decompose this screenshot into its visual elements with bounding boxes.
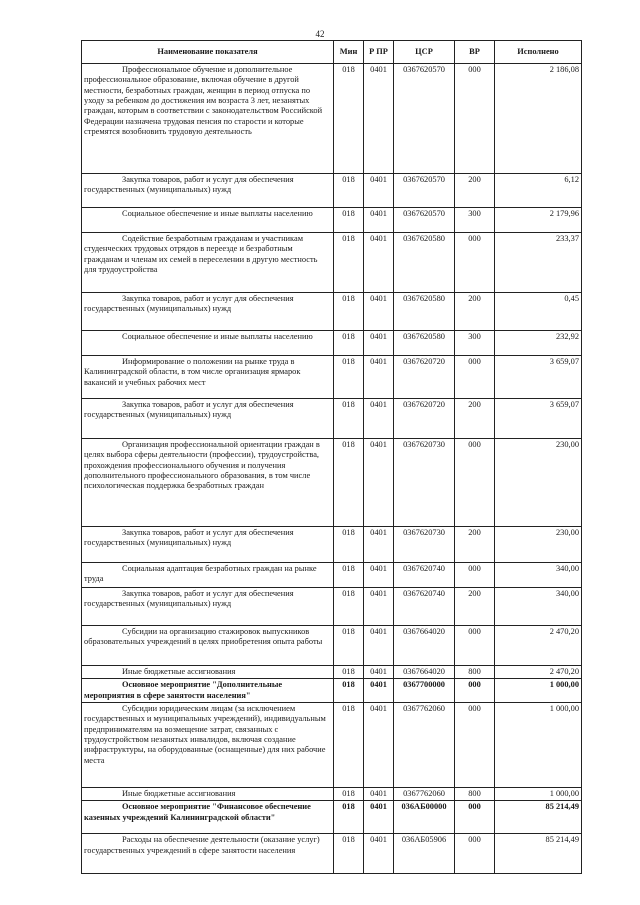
table-row	[82, 588, 582, 626]
cell-rpr: 0401	[364, 702, 394, 787]
cell-rpr: 0401	[364, 666, 394, 679]
cell-vr: 000	[455, 356, 495, 399]
cell-csr: 0367620740	[394, 588, 455, 626]
cell-min: 018	[334, 356, 364, 399]
indicator-name-text: Субсидии на организацию стажировок выпускников образовательных учреждений в целях приобретения опыта работы	[84, 627, 323, 647]
cell-min: 018	[334, 331, 364, 356]
cell-vr: 000	[455, 563, 495, 588]
table-row	[82, 666, 582, 679]
cell-amount: 2 179,96	[495, 208, 582, 233]
cell-csr: 036АБ00000	[394, 801, 455, 834]
cell-amount: 340,00	[495, 588, 582, 626]
cell-name	[82, 787, 334, 800]
cell-vr: 000	[455, 233, 495, 293]
cell-name	[82, 801, 334, 834]
cell-name	[82, 439, 334, 527]
cell-name	[82, 527, 334, 563]
cell-csr: 0367664020	[394, 626, 455, 666]
cell-vr: 000	[455, 626, 495, 666]
cell-amount: 0,45	[495, 293, 582, 331]
cell-csr: 0367620730	[394, 439, 455, 527]
indicator-name-text: Социальное обеспечение и иные выплаты населению	[122, 332, 313, 341]
cell-csr: 0367620730	[394, 527, 455, 563]
cell-amount: 2 470,20	[495, 666, 582, 679]
cell-vr: 800	[455, 787, 495, 800]
header-amount: Исполнено	[495, 41, 582, 64]
cell-csr: 0367664020	[394, 666, 455, 679]
cell-amount: 2 470,20	[495, 626, 582, 666]
table-row	[82, 626, 582, 666]
cell-min: 018	[334, 563, 364, 588]
cell-vr: 000	[455, 702, 495, 787]
cell-amount: 1 000,00	[495, 702, 582, 787]
cell-rpr: 0401	[364, 293, 394, 331]
cell-name	[82, 679, 334, 703]
cell-vr: 000	[455, 679, 495, 703]
indicator-name-text: Основное мероприятие "Дополнительные мероприятия в сфере занятости населения"	[84, 680, 283, 700]
cell-csr: 0367620580	[394, 233, 455, 293]
cell-amount: 3 659,07	[495, 356, 582, 399]
table-row	[82, 679, 582, 703]
indicator-name-text: Закупка товаров, работ и услуг для обеспечения государственных (муниципальных) нужд	[84, 528, 294, 548]
cell-rpr: 0401	[364, 233, 394, 293]
indicator-name-text: Организация профессиональной ориентации граждан в целях выбора сферы деятельности (профессии), трудоустройства, прохождения профессионального обучения и получения дополнительного профессионального образования, в том числе психологическая поддержка безработных граждан	[84, 440, 320, 491]
cell-name	[82, 174, 334, 208]
indicator-name-text: Содействие безработным гражданам и участникам студенческих трудовых отрядов в переезде и безработным гражданам и членам их семей в переселении в другую местность для трудоустройства	[84, 234, 318, 274]
table-row	[82, 208, 582, 233]
cell-name	[82, 208, 334, 233]
cell-name	[82, 331, 334, 356]
table-row	[82, 293, 582, 331]
cell-amount: 85 214,49	[495, 801, 582, 834]
cell-min: 018	[334, 666, 364, 679]
indicator-name-text: Закупка товаров, работ и услуг для обеспечения государственных (муниципальных) нужд	[84, 400, 294, 420]
header-min: Мин	[334, 41, 364, 64]
cell-name	[82, 399, 334, 439]
table-row	[82, 787, 582, 800]
cell-csr: 0367620740	[394, 563, 455, 588]
cell-min: 018	[334, 527, 364, 563]
cell-name	[82, 834, 334, 874]
cell-min: 018	[334, 588, 364, 626]
cell-amount: 1 000,00	[495, 679, 582, 703]
budget-execution-table	[81, 40, 582, 874]
page-number: 42	[315, 29, 325, 39]
cell-csr: 0367620570	[394, 64, 455, 174]
table-row	[82, 702, 582, 787]
indicator-name-text: Закупка товаров, работ и услуг для обеспечения государственных (муниципальных) нужд	[84, 175, 294, 195]
cell-min: 018	[334, 626, 364, 666]
table-row	[82, 64, 582, 174]
cell-amount: 230,00	[495, 527, 582, 563]
cell-amount: 3 659,07	[495, 399, 582, 439]
cell-min: 018	[334, 801, 364, 834]
cell-vr: 800	[455, 666, 495, 679]
table-row	[82, 801, 582, 834]
cell-vr: 200	[455, 399, 495, 439]
cell-csr: 0367700000	[394, 679, 455, 703]
cell-csr: 036АБ05906	[394, 834, 455, 874]
cell-rpr: 0401	[364, 527, 394, 563]
cell-name	[82, 626, 334, 666]
cell-name	[82, 666, 334, 679]
cell-rpr: 0401	[364, 626, 394, 666]
table-row	[82, 174, 582, 208]
cell-name	[82, 588, 334, 626]
cell-min: 018	[334, 208, 364, 233]
cell-amount: 6,12	[495, 174, 582, 208]
cell-csr: 0367620570	[394, 208, 455, 233]
cell-rpr: 0401	[364, 356, 394, 399]
cell-min: 018	[334, 64, 364, 174]
cell-vr: 000	[455, 801, 495, 834]
cell-min: 018	[334, 702, 364, 787]
indicator-name-text: Расходы на обеспечение деятельности (оказание услуг) государственных учреждений в сфере занятости населения	[84, 835, 320, 855]
cell-min: 018	[334, 679, 364, 703]
cell-vr: 200	[455, 588, 495, 626]
cell-vr: 300	[455, 208, 495, 233]
cell-name	[82, 293, 334, 331]
cell-vr: 000	[455, 439, 495, 527]
cell-csr: 0367620580	[394, 293, 455, 331]
table-row	[82, 834, 582, 874]
cell-rpr: 0401	[364, 801, 394, 834]
header-rpr: Р ПР	[364, 41, 394, 64]
cell-vr: 200	[455, 293, 495, 331]
cell-rpr: 0401	[364, 439, 394, 527]
indicator-name-text: Профессиональное обучение и дополнительное профессиональное образование, включая обучение в другой местности, безработных граждан, женщин в период отпуска по уходу за ребенком до достижения им возраста 3 лет, незанятых граждан, которым в соответствии с законодательством Российской Федерации назначена трудовая пенсия по старости и которые стремятся возобновить трудовую деятельность	[84, 65, 323, 136]
indicator-name-text: Информирование о положении на рынке труда в Калининградской области, в том числе организация ярмарок вакансий и учебных рабочих мест	[84, 357, 301, 387]
table-row	[82, 399, 582, 439]
table-row	[82, 331, 582, 356]
cell-min: 018	[334, 174, 364, 208]
cell-name	[82, 356, 334, 399]
cell-min: 018	[334, 439, 364, 527]
cell-rpr: 0401	[364, 64, 394, 174]
cell-min: 018	[334, 293, 364, 331]
indicator-name-text: Социальное обеспечение и иные выплаты населению	[122, 209, 313, 218]
cell-rpr: 0401	[364, 563, 394, 588]
cell-amount: 230,00	[495, 439, 582, 527]
indicator-name-text: Основное мероприятие "Финансовое обеспечение казенных учреждений Калининградской области"	[84, 802, 311, 822]
cell-vr: 200	[455, 527, 495, 563]
cell-vr: 000	[455, 834, 495, 874]
cell-name	[82, 563, 334, 588]
table-row	[82, 527, 582, 563]
indicator-name-text: Иные бюджетные ассигнования	[122, 667, 236, 676]
cell-amount: 85 214,49	[495, 834, 582, 874]
cell-csr: 0367762060	[394, 702, 455, 787]
cell-rpr: 0401	[364, 679, 394, 703]
indicator-name-text: Субсидии юридическим лицам (за исключением государственных и муниципальных учреждений), индивидуальным предпринимателям на возмещение затрат, связанных с трудоустройством незанятых инвалидов, включая создание инфраструктуры, на оборудованные (оснащенные) для них рабочие места	[84, 703, 326, 765]
cell-min: 018	[334, 233, 364, 293]
cell-vr: 200	[455, 174, 495, 208]
cell-amount: 2 186,08	[495, 64, 582, 174]
cell-amount: 232,92	[495, 331, 582, 356]
cell-csr: 0367620720	[394, 399, 455, 439]
table-header-row	[82, 41, 582, 64]
cell-rpr: 0401	[364, 588, 394, 626]
cell-csr: 0367620570	[394, 174, 455, 208]
cell-vr: 300	[455, 331, 495, 356]
header-vr: ВР	[455, 41, 495, 64]
indicator-name-text: Иные бюджетные ассигнования	[122, 788, 236, 798]
table-row	[82, 439, 582, 527]
indicator-name-text: Закупка товаров, работ и услуг для обеспечения государственных (муниципальных) нужд	[84, 589, 294, 609]
indicator-name-text: Социальная адаптация безработных граждан на рынке труда	[84, 564, 317, 584]
cell-min: 018	[334, 834, 364, 874]
table-row	[82, 563, 582, 588]
table-row	[82, 356, 582, 399]
cell-name	[82, 702, 334, 787]
cell-rpr: 0401	[364, 399, 394, 439]
cell-csr: 0367620580	[394, 331, 455, 356]
cell-rpr: 0401	[364, 174, 394, 208]
cell-name	[82, 233, 334, 293]
cell-amount: 233,37	[495, 233, 582, 293]
cell-csr: 0367620720	[394, 356, 455, 399]
table-row	[82, 233, 582, 293]
cell-rpr: 0401	[364, 787, 394, 800]
indicator-name-text: Закупка товаров, работ и услуг для обеспечения государственных (муниципальных) нужд	[84, 294, 294, 314]
cell-amount: 340,00	[495, 563, 582, 588]
cell-csr: 0367762060	[394, 787, 455, 800]
cell-rpr: 0401	[364, 331, 394, 356]
cell-min: 018	[334, 787, 364, 800]
cell-min: 018	[334, 399, 364, 439]
cell-name	[82, 64, 334, 174]
header-name: Наименование показателя	[82, 41, 334, 64]
cell-vr: 000	[455, 64, 495, 174]
cell-rpr: 0401	[364, 208, 394, 233]
cell-rpr: 0401	[364, 834, 394, 874]
header-csr: ЦСР	[394, 41, 455, 64]
cell-amount: 1 000,00	[495, 787, 582, 800]
